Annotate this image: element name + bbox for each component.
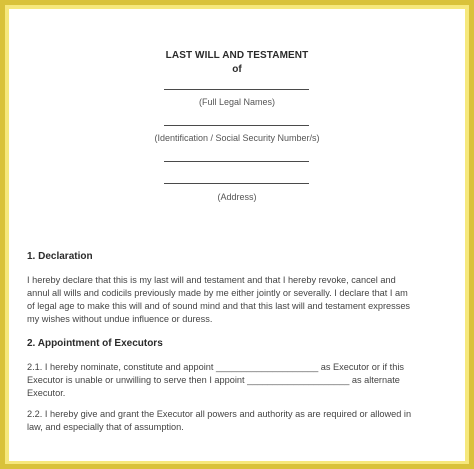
- declaration-line: my wishes without undue influence or duress.: [27, 314, 213, 324]
- address-line-1: [164, 161, 309, 162]
- address-caption: (Address): [217, 192, 257, 202]
- identification-line: [164, 125, 309, 126]
- full-legal-names-caption: (Full Legal Names): [198, 97, 276, 107]
- executors-clause-1: [27, 361, 457, 400]
- address-line-2: [164, 183, 309, 184]
- full-legal-names-line: [164, 89, 309, 90]
- clause-line: 2.1. I hereby nominate, constitute and appoint ____________________ as Executor or if this: [27, 362, 404, 372]
- declaration-line: of legal age to make this will and of sound mind and that this last will and testament expresses: [27, 301, 411, 311]
- document-page: [9, 9, 465, 461]
- declaration-heading: 1. Declaration: [27, 251, 93, 262]
- declaration-line: annul all wills and codicils previously made by me either jointly or severally. I declare that I am: [27, 288, 408, 298]
- clause-line: law, and especially that of assumption.: [27, 422, 184, 432]
- document-title: LAST WILL AND TESTAMENT: [165, 50, 309, 61]
- identification-caption: (Identification / Social Security Number/s): [154, 133, 320, 143]
- executors-heading: 2. Appointment of Executors: [27, 338, 163, 349]
- document-of: of: [232, 64, 242, 75]
- clause-line: Executor is unable or unwilling to serve then I appoint ____________________ as alternate: [27, 375, 400, 385]
- declaration-paragraph: [27, 274, 457, 326]
- executors-clause-2: [27, 408, 457, 434]
- clause-line: Executor.: [27, 388, 66, 398]
- clause-line: 2.2. I hereby give and grant the Executor all powers and authority as are required or allowed in: [27, 409, 412, 419]
- declaration-line: I hereby declare that this is my last will and testament and that I hereby revoke, cancel and: [27, 275, 396, 285]
